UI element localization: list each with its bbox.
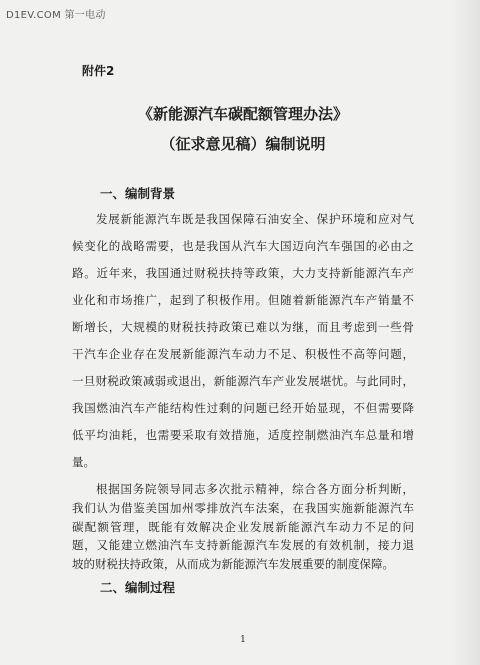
paragraph-line: 候变化的战略需要，也是我国从汽车大国迈向汽车强国的必由之 xyxy=(72,239,414,253)
paragraph-line: 根据国务院领导同志多次批示精神，综合各方面分析判断， xyxy=(96,482,414,496)
paragraph-line: 低平均油耗，也需要采取有效措施，适度控制燃油汽车总量和增 xyxy=(72,428,414,442)
attachment-label: 附件2 xyxy=(82,64,115,78)
paragraph-line: 我国燃油汽车产能结构性过剩的问题已经开始显现，不但需要降 xyxy=(72,401,414,415)
paragraph-line: 路。近年来，我国通过财税扶持等政策，大力支持新能源汽车产 xyxy=(72,266,414,280)
section-heading-background: 一、编制背景 xyxy=(100,186,176,201)
watermark: D1EV.COM 第一电动 xyxy=(6,10,106,21)
paragraph-line: 题，又能建立燃油汽车支持新能源汽车发展的有效机制，接力退 xyxy=(72,538,414,552)
paragraph-line: 发展新能源汽车既是我国保障石油安全、保护环境和应对气 xyxy=(96,212,414,226)
scan-edge-shadow xyxy=(450,0,480,665)
paragraph-line: 干汽车企业存在发展新能源汽车动力不足、积极性不高等问题， xyxy=(72,347,414,361)
paragraph-line: 业化和市场推广，起到了积极作用。但随着新能源汽车产销量不 xyxy=(72,293,414,307)
paragraph-line: 断增长，大规模的财税扶持政策已难以为继，而且考虑到一些骨 xyxy=(72,320,414,334)
page-number: 1 xyxy=(240,635,246,645)
paragraph-line: 量。 xyxy=(72,455,95,469)
document-page xyxy=(72,0,414,665)
document-subtitle: （征求意见稿）编制说明 xyxy=(160,135,326,153)
document-title: 《新能源汽车碳配额管理办法》 xyxy=(137,105,348,123)
section-heading-process: 二、编制过程 xyxy=(100,580,176,595)
paragraph-line: 碳配额管理，既能有效解决企业发展新能源汽车动力不足的问 xyxy=(72,520,414,534)
paragraph-line: 我们认为借鉴美国加州零排放汽车法案，在我国实施新能源汽车 xyxy=(72,501,414,515)
paragraph-line: 坡的财税扶持政策，从而成为新能源汽车发展重要的制度保障。 xyxy=(72,557,394,571)
paragraph-line: 一旦财税政策减弱或退出，新能源汽车产业发展堪忧。与此同时， xyxy=(72,374,414,388)
